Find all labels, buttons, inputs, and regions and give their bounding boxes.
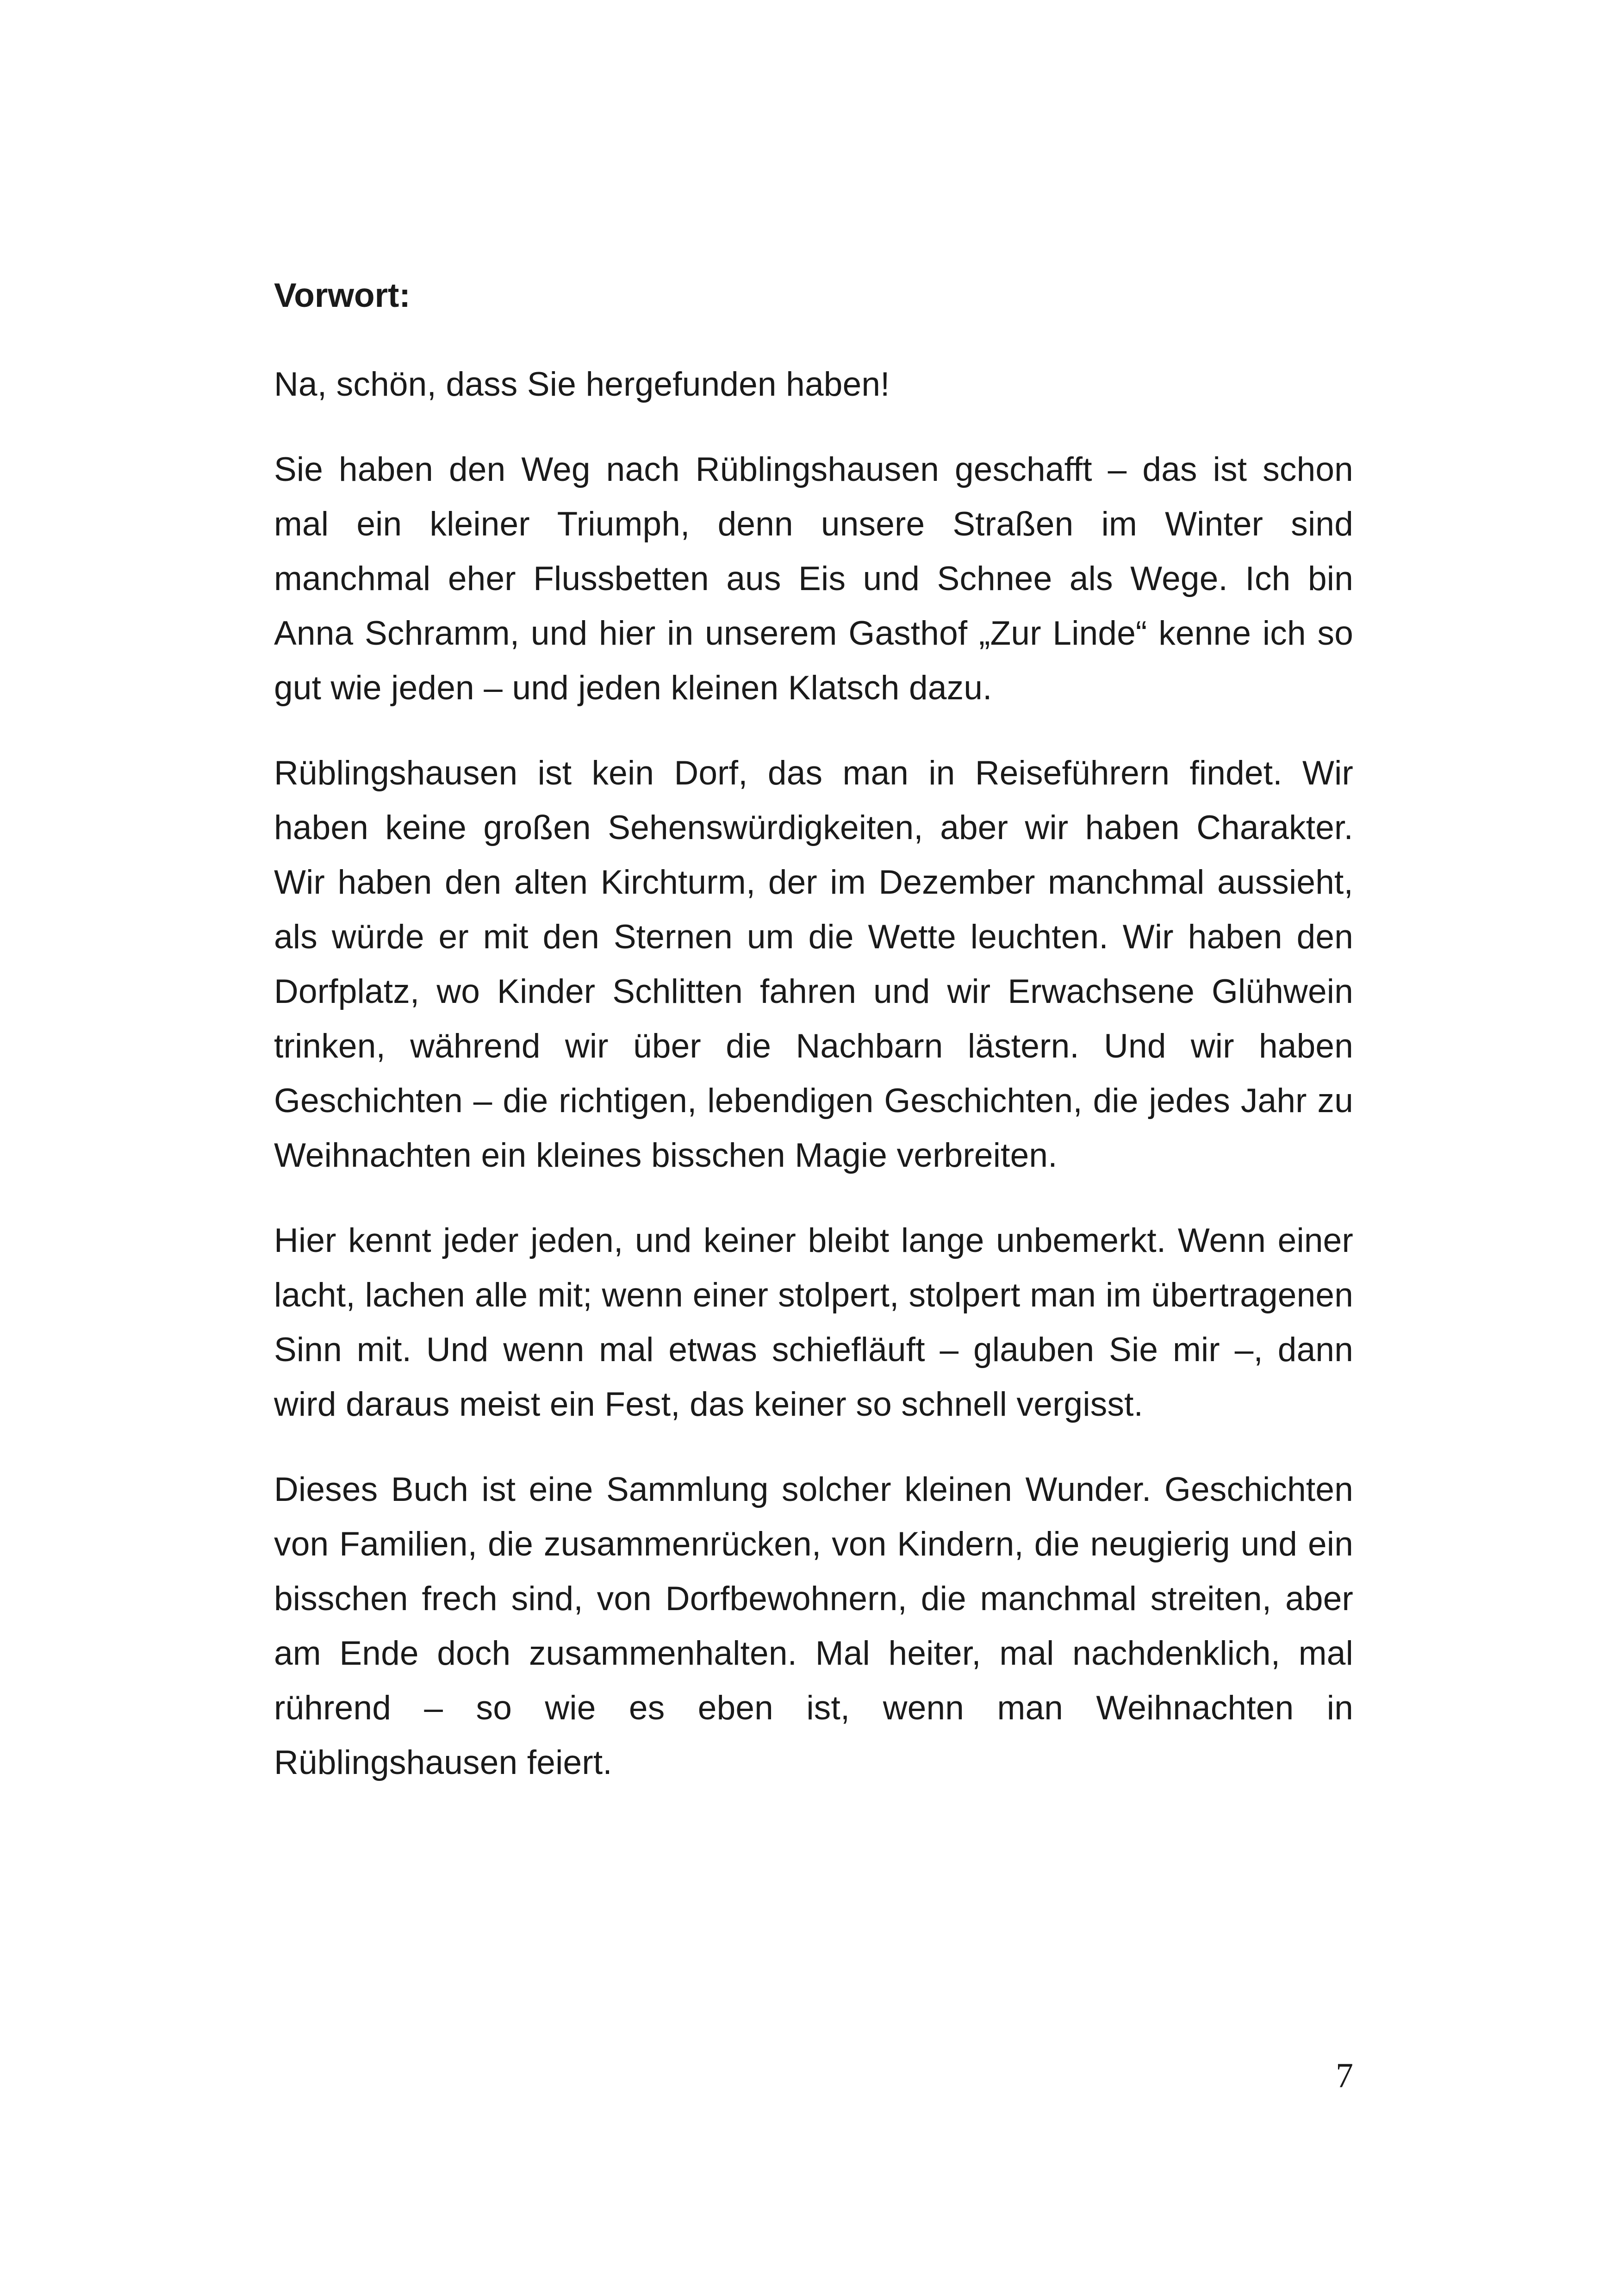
paragraph-introduction: Sie haben den Weg nach Rüblingshausen geschafft – das ist schon mal ein kleiner Triumph, denn unsere Straßen im Winter sind manchmal eher Flussbetten aus Eis und Schnee als Wege. Ich bin Anna Schramm, und hier in unserem Gasthof „Zur Linde“ kenne ich so gut wie jeden – und jeden kleinen Klatsch dazu. (274, 451, 1353, 707)
page-content (274, 268, 1353, 1821)
paragraph-greeting: Na, schön, dass Sie hergefunden haben! (274, 366, 890, 403)
page-number: 7 (1336, 2056, 1353, 2095)
paragraph-village: Rüblingshausen ist kein Dorf, das man in Reiseführern findet. Wir haben keine großen Sehenswürdigkeiten, aber wir haben Charakter. Wir haben den alten Kirchturm, der im Dezember manchmal aussieht, als würde er mit den Sternen um die Wette leuchten. Wir haben den Dorfplatz, wo Kinder Schlitten fahren und wir Erwachsene Glühwein trinken, während wir über die Nachbarn lästern. Und wir haben Geschichten – die richtigen, lebendigen Geschichten, die jedes Jahr zu Weihnachten ein kleines bisschen Magie verbreiten. (274, 754, 1353, 1174)
foreword-heading: Vorwort: (274, 277, 411, 314)
paragraph-community: Hier kennt jeder jeden, und keiner bleibt lange unbemerkt. Wenn einer lacht, lachen alle mit; wenn einer stolpert, stolpert man im übertragenen Sinn mit. Und wenn mal etwas schiefläuft – glauben Sie mir –, dann wird daraus meist ein Fest, das keiner so schnell vergisst. (274, 1222, 1353, 1423)
paragraph-book-description: Dieses Buch ist eine Sammlung solcher kleinen Wunder. Geschichten von Familien, die zusammenrücken, von Kindern, die neugierig und ein bisschen frech sind, von Dorfbewohnern, die manchmal streiten, aber am Ende doch zusammenhalten. Mal heiter, mal nachdenklich, mal rührend – so wie es eben ist, wenn man Weihnachten in Rüblingshausen feiert. (274, 1471, 1353, 1781)
